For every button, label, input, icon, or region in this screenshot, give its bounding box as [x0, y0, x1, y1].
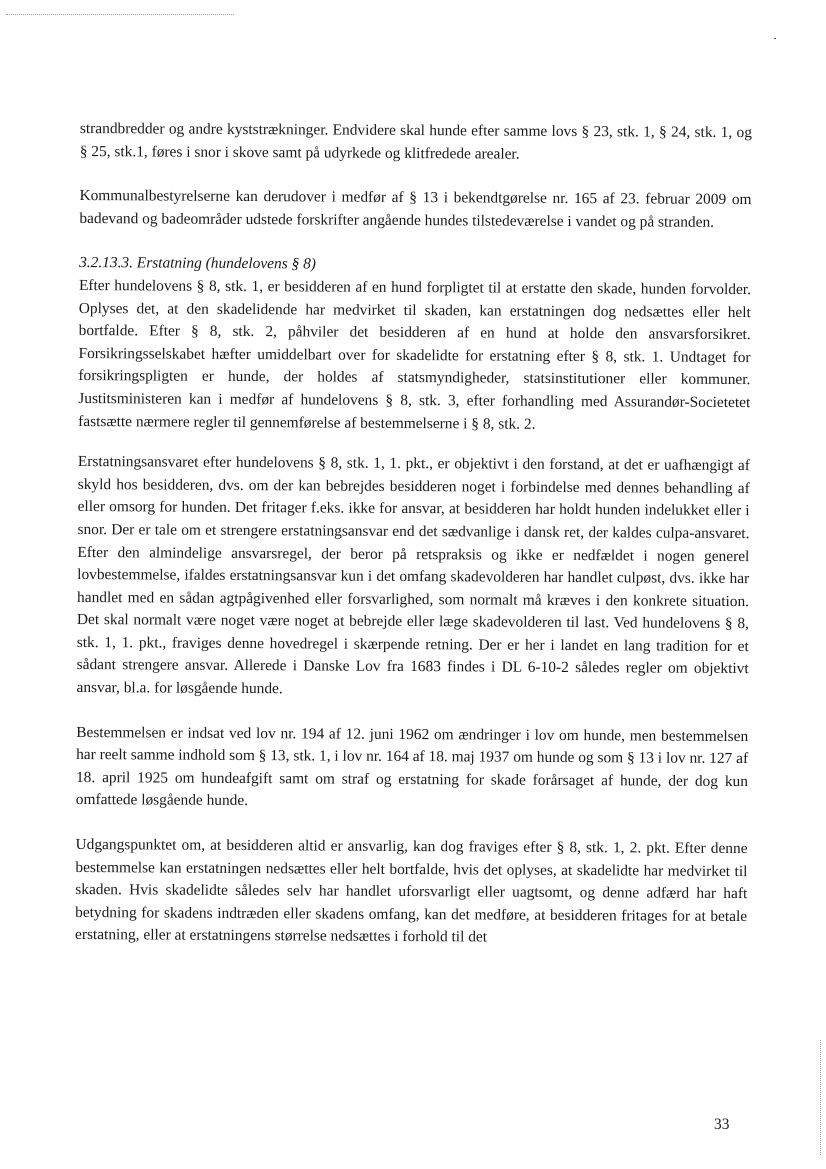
- scan-dotted-line-right: [820, 1040, 821, 1155]
- section-paragraph-1: Efter hundelovens § 8, stk. 1, er besidderen af en hund forpligtet til at erstatte den skade, hunden forvolder. Oplyses det, at den skadelidende har medvirket til skaden, kan erstatningen dog nedsættes eller helt bortfalde. Efter § 8, stk. 2, påhviler det besidderen af en hund at holde den ansvarsforsikret. Forsikringsselskabet hæfter umiddelbart over for skadelidte for erstatning efter § 8, stk. 1. Undtaget for forsikringspligten er hunde, der holdes af statsmyndigheder, statsinstitutioner eller kommuner. Justitsministeren kan i medfør af hundelovens § 8, stk. 3, efter forhandling med Assurandør-Societetet fastsætte nærmere regler til gennemførelse af bestemmelserne i § 8, stk. 2.: [78, 276, 752, 433]
- scan-dotted-line-top: [6, 14, 234, 15]
- section-paragraph-4: Udgangspunktet om, at besidderen altid er ansvarlig, kan dog fraviges efter § 8, stk. 1, 2. pkt. Efter denne bestemmelse kan erstatningen nedsættes eller helt bortfalde, hvis det oplyses, at skadelidte har medvirket til skaden. Hvis skadelidte således selv har handlet uforsvarligt eller uagtsomt, og denne adfærd har haft betydning for skadens indtræden eller skadens omfang, kan det medføre, at besidderen fritages for at betale erstatning, eller at erstatningens størrelse nedsættes i forhold til det: [74, 836, 748, 946]
- document-body: [75, 118, 752, 951]
- page-number: 33: [714, 1116, 730, 1133]
- paragraph-2: Kommunalbestyrelserne kan derudover i medfør af § 13 i bekendtgørelse nr. 165 af 23. februar 2009 om badevand og badeområder udstede forskrifter angående hundes tilstedeværelse i vandet og på stranden.: [79, 187, 752, 231]
- section-heading: 3.2.13.3. Erstatning (hundelovens § 8): [79, 254, 316, 273]
- scan-speck: [774, 38, 776, 39]
- paragraph-1: strandbredder og andre kyststrækninger. Endvidere skal hunde efter samme lovs § 23, stk. 1, § 24, stk. 1, og § 25, stk.1, føres i snor i skove samt på udyrkede og klitfredede arealer.: [79, 119, 752, 163]
- section-paragraph-2: Erstatningsansvaret efter hundelovens § 8, stk. 1, 1. pkt., er objektivt i den forstand, at det er uafhængigt af skyld hos besidderen, dvs. om der kan bebrejdes besidderen noget i forbindelse med dennes behandling af eller omsorg for hunden. Det fritager f.eks. ikke for ansvar, at besidderen har holdt hunden indelukket eller i snor. Der er tale om et strengere erstatningsansvar end det sædvanlige i dansk ret, der kaldes culpa-ansvaret. Efter den almindelige ansvarsregel, der beror på retspraksis og ikke er nedfældet i nogen generel lovbestemmelse, ifaldes erstatningsansvar kun i det omfang skadevolderen har handlet culpøst, dvs. ikke har handlet med en sådan agtpågivenhed eller forsvarlighed, som normalt må kræves i den konkrete situation. Det skal normalt være noget være noget at bebrejde eller læge skadevolderen til last. Ved hundelovens § 8, stk. 1, 1. pkt., fraviges denne hovedregel i skærpende retning. Der er her i landet en lang tradition for et sådant strengere ansvar. Allerede i Danske Lov fra 1683 findes i DL 6-10-2 således regler om objektivt ansvar, bl.a. for løsgående hunde.: [76, 453, 750, 698]
- section-paragraph-3: Bestemmelsen er indsat ved lov nr. 194 af 12. juni 1962 om ændringer i lov om hunde, men bestemmelsen har reelt samme indhold som § 13, stk. 1, i lov nr. 164 af 18. maj 1937 om hunde og som § 13 i lov nr. 127 af 18. april 1925 om hundeafgift samt om straf og erstatning for skade forårsaget af hunde, der dog kun omfattede løsgående hunde.: [75, 723, 749, 810]
